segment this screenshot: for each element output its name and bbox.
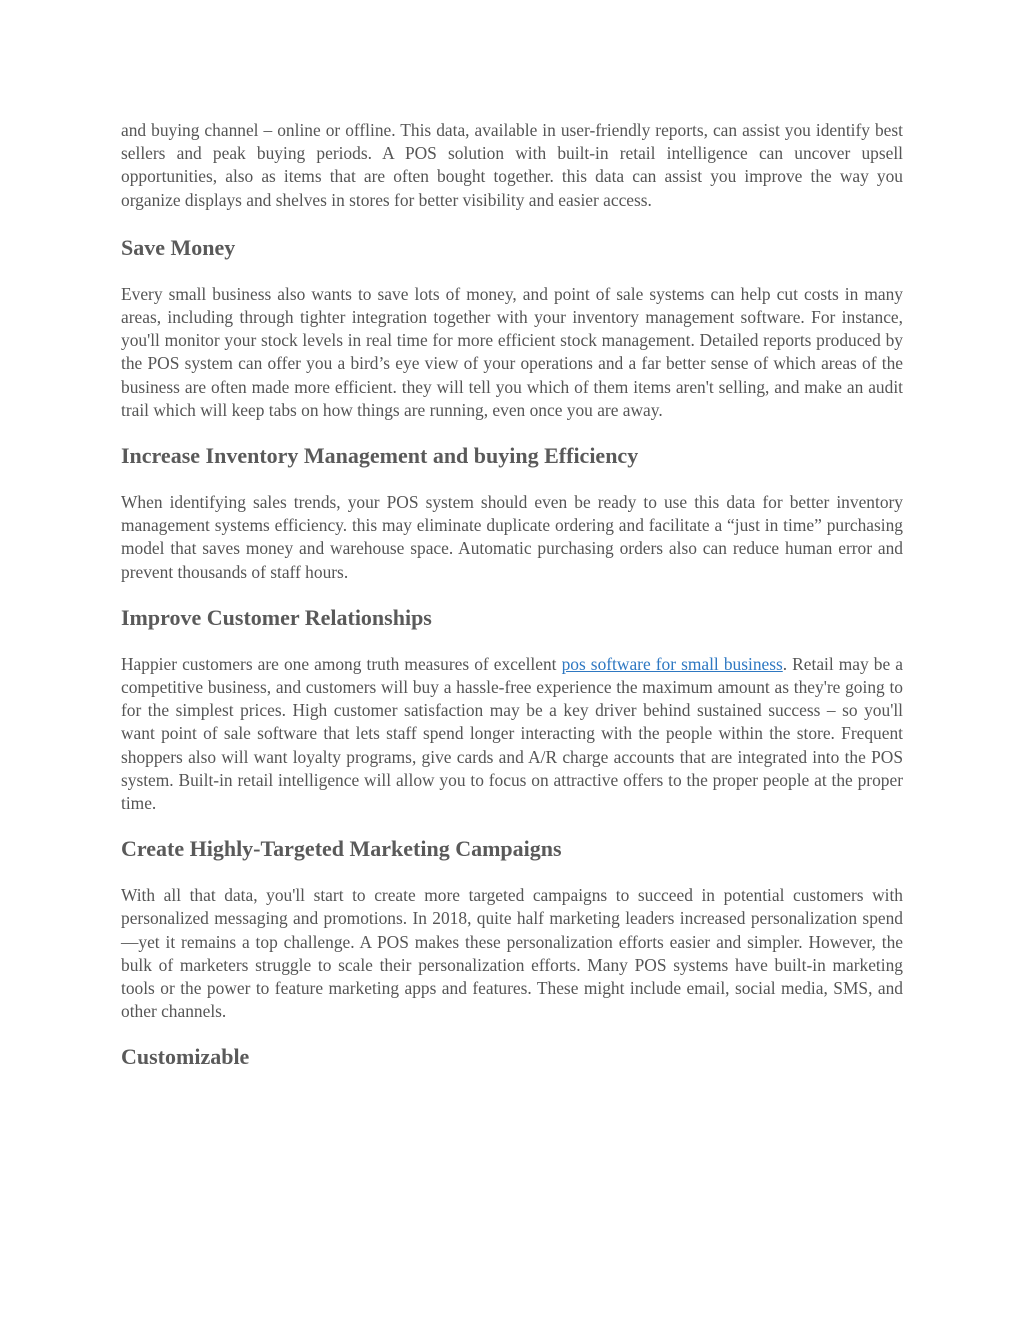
heading-save-money: Save Money — [121, 234, 236, 260]
heading-customizable: Customizable — [121, 1044, 250, 1070]
paragraph-text-after-link: . Retail may be a competitive business, and customers will buy a hassle-free experience the maximum amount as they're going to for the simplest prices. High customer satisfaction may be a key driver behind sustained success – so you'll want point of sale software that lets staff spend longer interacting with the people within the store. Frequent shoppers also will want loyalty programs, give cards and A/R charge accounts that are integrated into the POS system. Built-in retail intelligence will allow you to focus on attractive offers to the proper people at the proper time. — [121, 653, 903, 814]
paragraph-inventory-efficiency: When identifying sales trends, your POS system should even be ready to use this data for better inventory management systems efficiency. this may eliminate duplicate ordering and facilitate a “just in time” purchasing model that saves money and warehouse space. Automatic purchasing orders also can reduce human error and prevent thousands of staff hours. — [121, 492, 903, 582]
pos-software-link[interactable]: pos software for small business — [561, 653, 783, 674]
paragraph-marketing-campaigns: With all that data, you'll start to create more targeted campaigns to succeed in potential customers with personalized messaging and promotions. In 2018, quite half marketing leaders increased personalization spend—yet it remains a top challenge. A POS makes these personalization efforts easier and simpler. However, the bulk of marketers struggle to scale their personalization efforts. Many POS systems have built-in marketing tools or the power to feature marketing apps and features. These might include email, social media, SMS, and other channels. — [121, 885, 903, 1022]
paragraph-save-money: Every small business also wants to save lots of money, and point of sale systems can help cut costs in many areas, including through tighter integration together with your inventory management software. For instance, you'll monitor your stock levels in real time for more efficient stock management. Detailed reports produced by the POS system can offer you a bird’s eye view of your operations and a far better sense of which areas of the business are often made more efficient. they will tell you which of them items aren't selling, and make an audit trail which will keep tabs on how things are running, even once you are away. — [121, 283, 903, 420]
intro-paragraph: and buying channel – online or offline. This data, available in user-friendly reports, can assist you identify best sellers and peak buying periods. A POS solution with built-in retail intelligence can uncover upsell opportunities, also as items that are often bought together. this data can assist you improve the way you organize displays and shelves in stores for better visibility and easier access. — [121, 120, 903, 210]
paragraph-customer-relationships — [121, 653, 903, 815]
heading-inventory-efficiency: Increase Inventory Management and buying Efficiency — [121, 443, 639, 469]
heading-customer-relationships: Improve Customer Relationships — [121, 604, 432, 630]
document-page — [121, 119, 903, 1092]
paragraph-text-before-link: Happier customers are one among truth measures of excellent — [121, 653, 562, 674]
heading-marketing-campaigns: Create Highly-Targeted Marketing Campaigns — [121, 836, 562, 862]
